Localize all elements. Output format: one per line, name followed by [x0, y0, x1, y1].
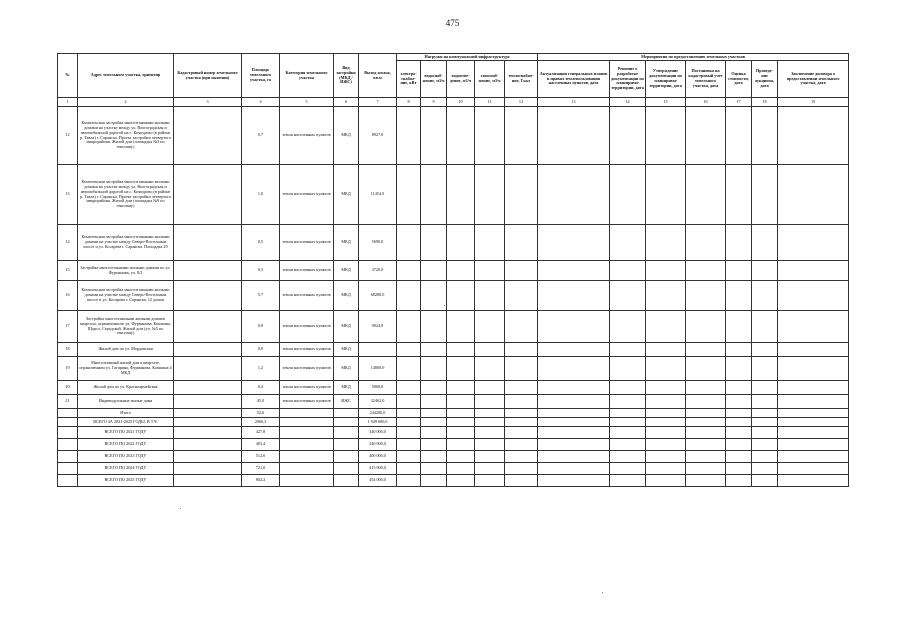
column-number: 12 — [505, 98, 538, 107]
table-body — [58, 107, 849, 487]
row-type: МКД — [334, 281, 359, 311]
row-area: 45,0 — [242, 395, 280, 409]
total-area: 403,4 — [242, 439, 280, 451]
column-number-row — [58, 98, 849, 107]
row-cadastral — [174, 107, 242, 165]
row-address: Индивидуальные жилые дома — [78, 395, 174, 409]
row-address: Многоэтажный жилой дом в квартале, ограниченном ул. Гагарина, Фурманова, Кошкина 4 МКД — [78, 357, 174, 381]
row-type: МКД — [334, 107, 359, 165]
total-output: 244200,0 — [359, 409, 397, 418]
row-no: 13 — [58, 165, 78, 225]
row-area: 1,2 — [242, 357, 280, 381]
row-type: МКД — [334, 343, 359, 357]
column-number: 11 — [475, 98, 505, 107]
row-category: земли населенных пунктов — [280, 107, 334, 165]
total-row — [58, 427, 849, 439]
header-water: водоснаб-жение, м3/ч — [421, 61, 447, 98]
row-no: 15 — [58, 261, 78, 281]
row-type: МКД — [334, 165, 359, 225]
row-address: Жилой дом по ул. Красноармейская — [78, 381, 174, 395]
row-category: земли населенных пунктов — [280, 381, 334, 395]
row-cadastral — [174, 343, 242, 357]
column-number: 13 — [538, 98, 610, 107]
scan-speck — [444, 305, 445, 306]
table-row — [58, 343, 849, 357]
scan-speck — [180, 508, 181, 509]
land-plots-table — [57, 53, 849, 487]
row-category: земли населенных пунктов — [280, 165, 334, 225]
row-no: 19 — [58, 357, 78, 381]
table-header — [58, 54, 849, 107]
column-number: 17 — [726, 98, 752, 107]
header-gas: газоснаб-жение, м3/ч — [475, 61, 505, 98]
total-label: Итого — [78, 409, 174, 418]
header-output: Выход жилья, кв.м — [359, 54, 397, 98]
header-address: Адрес земельного участка, ориентир — [78, 54, 174, 98]
row-type: ИЖС — [334, 395, 359, 409]
row-output: 68280,0 — [359, 281, 397, 311]
row-cadastral — [174, 165, 242, 225]
total-row — [58, 439, 849, 451]
row-no: 21 — [58, 395, 78, 409]
header-auction: Проведе-ние аукциона, дата — [752, 61, 778, 98]
total-output: 1 949 000,0 — [359, 418, 397, 427]
row-category: земли населенных пунктов — [280, 343, 334, 357]
column-number: 9 — [421, 98, 447, 107]
total-area: 802,2 — [242, 475, 280, 487]
header-contract: Заключение договора о предоставлении земельного участка, дата — [778, 61, 849, 98]
row-cadastral — [174, 311, 242, 343]
column-number: 6 — [334, 98, 359, 107]
row-area: 0,0 — [242, 343, 280, 357]
header-infra-group: Нагрузки на коммунальной инфраструктуре — [397, 54, 538, 61]
table-row — [58, 395, 849, 409]
row-no: 12 — [58, 107, 78, 165]
column-number: 16 — [686, 98, 726, 107]
total-output: 454 000,0 — [359, 475, 397, 487]
table-row — [58, 107, 849, 165]
total-row — [58, 451, 849, 463]
total-output: 340 000,0 — [359, 427, 397, 439]
row-output: 8927,0 — [359, 107, 397, 165]
table-row — [58, 311, 849, 343]
row-output: 5690,0 — [359, 225, 397, 261]
row-area: 5,7 — [242, 281, 280, 311]
row-address: Застройка многоэтажными жилыми домами по ул. Фурманова, уч. 8/2 — [78, 261, 174, 281]
column-number: 10 — [447, 98, 475, 107]
row-no: 16 — [58, 281, 78, 311]
row-area: 0,3 — [242, 261, 280, 281]
row-no: 17 — [58, 311, 78, 343]
total-label: ВСЕГО ПО 2022 ГОДУ — [78, 439, 174, 451]
row-no: 18 — [58, 343, 78, 357]
column-number: 7 — [359, 98, 397, 107]
total-area: 427,8 — [242, 427, 280, 439]
row-area: 0,5 — [242, 225, 280, 261]
total-row — [58, 463, 849, 475]
total-area: 512,6 — [242, 451, 280, 463]
total-row — [58, 409, 849, 418]
total-area: 721,0 — [242, 463, 280, 475]
header-no: № — [58, 54, 78, 98]
column-number: 14 — [610, 98, 646, 107]
row-address: Застройка многоэтажными жилыми домами квартала, ограниченного ул. Фурманова, Кошкина, Щорса, Серадской. Жилой дом (уч. №5 по генплану) — [78, 311, 174, 343]
column-number: 1 — [58, 98, 78, 107]
column-number: 18 — [752, 98, 778, 107]
row-output: 5000,0 — [359, 381, 397, 395]
row-output — [359, 343, 397, 357]
row-output: 3720,0 — [359, 261, 397, 281]
header-type: Вид застройки (МКД / ИЖС) — [334, 54, 359, 98]
total-row — [58, 475, 849, 487]
row-area: 0,8 — [242, 311, 280, 343]
table-row — [58, 261, 849, 281]
row-cadastral — [174, 381, 242, 395]
total-label: ВСЕГО ЗА 2021-2025 ГОДЫ, В Т.Ч. — [78, 418, 174, 427]
row-area: 0,4 — [242, 381, 280, 395]
header-measures-group: Мероприятия по предоставлению земельных участков — [538, 54, 849, 61]
total-label: ВСЕГО ПО 2025 ГОДУ — [78, 475, 174, 487]
row-address: Комплексная застройка многоэтажными жилыми домами на участке между ул. Волгоградская и автомобильной дорогой на с. Кочкурово (в районе р. Тавла) г. Саранска. Проект застройки четвертого микрорайона. Жилой дом (площадка №5 по генплану) — [78, 107, 174, 165]
header-registration: Постановка на кадастровый учет земельного участка, дата — [686, 61, 726, 98]
row-cadastral — [174, 281, 242, 311]
row-output: 14800,0 — [359, 357, 397, 381]
total-row — [58, 418, 849, 427]
total-label: ВСЕГО ПО 2021 ГОДУ — [78, 427, 174, 439]
row-address: Жилой дом по ул. Мордовская — [78, 343, 174, 357]
header-category: Категория земельного участка — [280, 54, 334, 98]
column-number: 8 — [397, 98, 421, 107]
row-output: 32462,0 — [359, 395, 397, 409]
header-heat: теплоснабже-ние, Гкал — [505, 61, 538, 98]
row-no: 14 — [58, 225, 78, 261]
row-category: земли населенных пунктов — [280, 261, 334, 281]
header-valuation: Оценка стоимости, дата — [726, 61, 752, 98]
row-type: МКД — [334, 381, 359, 395]
row-category: земли населенных пунктов — [280, 281, 334, 311]
row-area: 0,7 — [242, 107, 280, 165]
column-number: 3 — [174, 98, 242, 107]
column-number: 2 — [78, 98, 174, 107]
row-category: земли населенных пунктов — [280, 357, 334, 381]
header-approval: Утверждение документации по планировке территории, дата — [646, 61, 686, 98]
header-cadastral: Кадастровый номер земельного участка (при наличии) — [174, 54, 242, 98]
total-output: 340 000,0 — [359, 439, 397, 451]
row-output: 11454,0 — [359, 165, 397, 225]
row-type: МКД — [334, 357, 359, 381]
total-area: 52,6 — [242, 409, 280, 418]
row-type: МКД — [334, 261, 359, 281]
header-actualization: Актуализация генеральных планов и правил землепользования населенных пунктов, дата — [538, 61, 610, 98]
row-cadastral — [174, 225, 242, 261]
total-label: ВСЕГО ПО 2023 ГОДУ — [78, 451, 174, 463]
row-output: 9024,0 — [359, 311, 397, 343]
column-number: 15 — [646, 98, 686, 107]
row-cadastral — [174, 357, 242, 381]
column-number: 4 — [242, 98, 280, 107]
row-cadastral — [174, 261, 242, 281]
header-decision: Решение о разработке документации по планировке территории, дата — [610, 61, 646, 98]
table-row — [58, 281, 849, 311]
row-category: земли населенных пунктов — [280, 225, 334, 261]
page-number: 475 — [445, 18, 460, 28]
row-address: Комплексная застройка многоэтажными жилыми домами на участке между Северо-Восточным шоссе и ул. Косарева г. Саранска. Площадка 29 — [78, 225, 174, 261]
header-electricity: электро-снабже-ние, кВт — [397, 61, 421, 98]
row-address: Комплексная застройка многоэтажными жилыми домами на участке между Северо-Восточным шоссе и ул. Косарева г. Саранска. 12 домов — [78, 281, 174, 311]
total-output: 400 000,0 — [359, 451, 397, 463]
header-sewer: водоотве-дение, м3/ч — [447, 61, 475, 98]
column-number: 19 — [778, 98, 849, 107]
table-row — [58, 357, 849, 381]
table-row — [58, 225, 849, 261]
row-category: земли населенных пунктов — [280, 311, 334, 343]
row-type: МКД — [334, 311, 359, 343]
row-area: 1,0 — [242, 165, 280, 225]
row-cadastral — [174, 395, 242, 409]
column-number: 5 — [280, 98, 334, 107]
total-output: 415 000,0 — [359, 463, 397, 475]
total-area: 2066,3 — [242, 418, 280, 427]
row-address: Комплексная застройка многоэтажными жилыми домами на участке между ул. Волгоградская и автомобильной дорогой на с. Кочкурово (в районе р. Тавла) г. Саранска. Проект застройки четвертого микрорайона. Жилой дом (площадка №9 по генплану) — [78, 165, 174, 225]
scan-speck — [602, 592, 603, 593]
table-row — [58, 165, 849, 225]
total-label: ВСЕГО ПО 2024 ГОДУ — [78, 463, 174, 475]
row-no: 20 — [58, 381, 78, 395]
header-area: Площадь земельного участка, га — [242, 54, 280, 98]
row-category: земли населенных пунктов — [280, 395, 334, 409]
row-type: МКД — [334, 225, 359, 261]
table-row — [58, 381, 849, 395]
